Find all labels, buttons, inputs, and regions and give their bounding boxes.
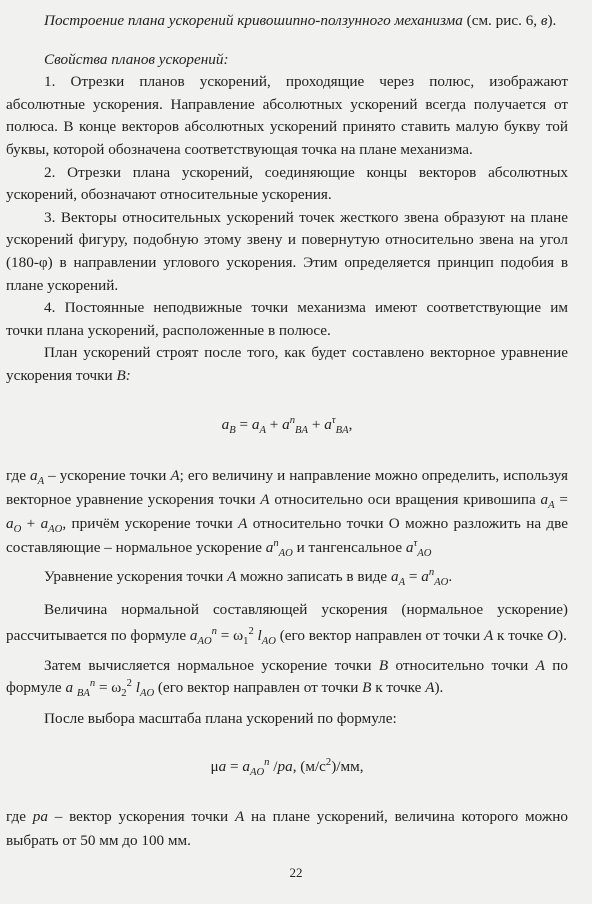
property-item-4: 4. Постоянные неподвижные точки механизма имеют соответствующие им точки плана ускорений, расположенные в полюсе. — [6, 299, 568, 339]
property-item-3: 3. Векторы относительных ускорений точек жесткого звена образуют на плане ускорений фигуру, подобную этому звену и повернутую относительно звена на угол (180-φ) в направлении углового ускорения. Этим определяется принцип подобия в плане ускорений. — [6, 208, 568, 294]
paragraph-normal-accel: Величина нормальной составляющей ускорения (нормальное ускорение) рассчитывается по формуле $a_{AO}^n = \omega_1^2$ $l_{AO}$ (его вектор направлен от точки A к точке O). — [6, 600, 568, 647]
paragraph-plan-intro: План ускорений строят после того, как будет составлено векторное уравнение ускорения точки B: — [6, 344, 568, 384]
equation-aB: $a_B = a_A + a^n_{BA} + a^\tau_{BA}$, — [221, 414, 353, 436]
paragraph-aA-definition: где $a_A$ – ускорение точки A; его величину и направление можно определить, используя векторное уравнение ускорения точки A относительно оси вращения кривошипа $a_A = a_O + a_{AO}$, причём ускорение точки A относительно точки О можно разложить на две составляющие – нормальное ускорение $a^n_{AO}$ и тангенсальное $a^\tau_{AO}$ — [6, 467, 568, 560]
section-title: Построение плана ускорений кривошипно-ползунного механизма (см. рис. 6, в). — [44, 12, 557, 29]
property-item-2: 2. Отрезки плана ускорений, соединяющие концы векторов абсолютных ускорений, обозначают относительные ускорения. — [6, 163, 568, 204]
page-number: 22 — [289, 865, 303, 880]
paragraph-aA-equation: Уравнение ускорения точки A можно записать в виде $a_A = a^n_{AO}$. — [44, 567, 453, 589]
paragraph-normal-accel-B: Затем вычисляется нормальное ускорение точки B относительно точки A по формуле a $_{BA}^n = \omega_2^2$ $l_{AO}$ (его вектор направлен от точки B к точке A). — [6, 656, 569, 700]
paragraph-scale-intro: После выбора масштаба плана ускорений по формуле: — [44, 709, 397, 727]
properties-heading: Свойства планов ускорений: — [44, 50, 229, 68]
property-item-1: 1. Отрезки планов ускорений, проходящие через полюс, изображают абсолютные ускорения. Направление абсолютных ускорений всегда получается от полюса. В конце векторов абсолютных ускорений принято ставить малую букву той буквы, которой обозначена соответствующая точка на плане механизма. — [6, 73, 568, 158]
paragraph-pa-definition: где pa – вектор ускорения точки A на плане ускорений, величина которого можно выбрать от 50 мм до 100 мм. — [6, 808, 568, 850]
equation-scale: $\mu a = a_{AO}^n$ /pa, $(м/с^2)/мм$, — [210, 757, 364, 779]
